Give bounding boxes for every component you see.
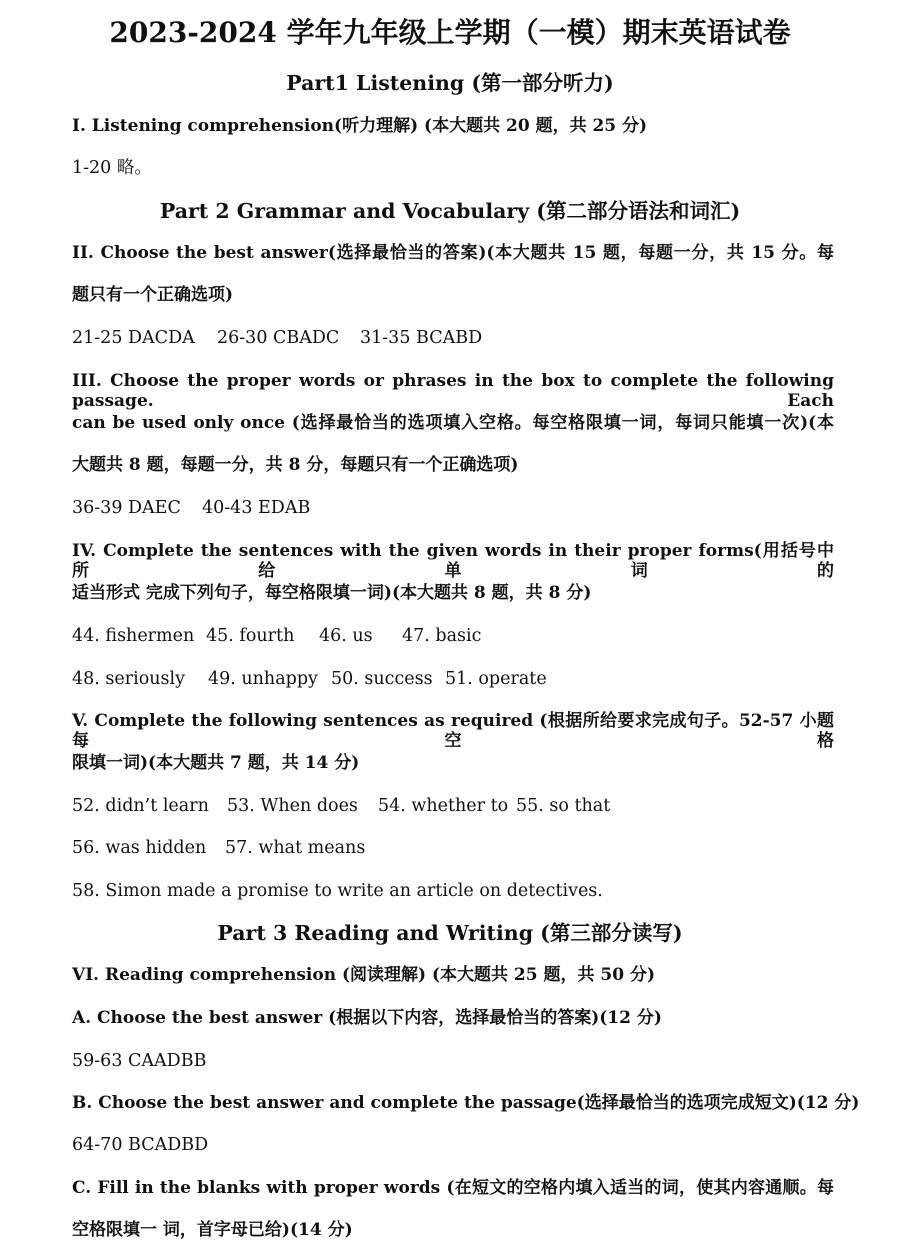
answer-group: 31-35 BCABD — [360, 328, 483, 348]
subsection-a-answers: 59-63 CAADBB — [72, 1051, 207, 1071]
answer-item: 44. fishermen — [72, 626, 195, 646]
subsection-c-heading-line2: 空格限填一 词，首字母已给)(14 分) — [72, 1220, 353, 1240]
section6-heading: VI. Reading comprehension (阅读理解) (本大题共 25 题，共 50 分) — [72, 965, 656, 985]
answer-item: 47. basic — [402, 626, 482, 646]
answer-item: 57. what means — [225, 838, 366, 858]
subsection-c-heading-line1: C. Fill in the blanks with proper words (在短文的空格内填入适当的词，使其内容通顺。每 — [72, 1178, 834, 1198]
section2-heading-line1: II. Choose the best answer(选择最恰当的答案)(本大题共 15 题，每题一分，共 15 分。每 — [72, 243, 834, 263]
section3-heading-line1: III. Choose the proper words or phrases in the box to complete the following passage. Each — [72, 371, 834, 412]
part2-heading: Part 2 Grammar and Vocabulary (第二部分语法和词汇) — [159, 199, 741, 223]
answer-group: 40-43 EDAB — [202, 498, 311, 518]
subsection-a-heading: A. Choose the best answer (根据以下内容，选择最恰当的答案)(12 分) — [72, 1008, 662, 1028]
subsection-b-answers: 64-70 BCADBD — [72, 1135, 209, 1155]
answer-group: 36-39 DAEC — [72, 498, 181, 518]
section5-heading-line2: 限填一词)(本大题共 7 题，共 14 分) — [72, 753, 360, 773]
answer-group: 26-30 CBADC — [217, 328, 340, 348]
section4-heading-line2: 适当形式 完成下列句子，每空格限填一词)(本大题共 8 题，共 8 分) — [72, 583, 592, 603]
document-title: 2023-2024 学年九年级上学期（一模）期末英语试卷 — [109, 16, 791, 49]
section2-heading-line2: 题只有一个正确选项) — [72, 285, 234, 305]
answer-item: 45. fourth — [206, 626, 295, 646]
section1-note: 1-20 略。 — [72, 158, 152, 178]
section3-heading-line3: 大题共 8 题，每题一分，共 8 分，每题只有一个正确选项) — [72, 455, 519, 475]
answer-item: 50. success — [331, 669, 433, 689]
answer-item: 46. us — [319, 626, 373, 646]
section5-heading-line1: V. Complete the following sentences as required (根据所给要求完成句子。52-57 小题每空格 — [72, 711, 834, 752]
subsection-b-heading: B. Choose the best answer and complete the passage(选择最恰当的选项完成短文)(12 分) — [72, 1093, 860, 1113]
answer-item: 56. was hidden — [72, 838, 207, 858]
answer-item: 48. seriously — [72, 669, 185, 689]
answer-item: 51. operate — [445, 669, 547, 689]
section3-heading-line2: can be used only once (选择最恰当的选项填入空格。每空格限填一词，每词只能填一次)(本 — [72, 413, 834, 433]
answer-group: 21-25 DACDA — [72, 328, 195, 348]
answer-item: 53. When does — [227, 796, 358, 816]
answer-58: 58. Simon made a promise to write an article on detectives. — [72, 881, 603, 901]
answer-item: 55. so that — [516, 796, 611, 816]
answer-item: 54. whether to — [378, 796, 509, 816]
section4-heading-line1: IV. Complete the sentences with the given words in their proper forms(用括号中所给单词的 — [72, 541, 834, 582]
part3-heading: Part 3 Reading and Writing (第三部分读写) — [217, 921, 683, 945]
answer-item: 49. unhappy — [208, 669, 318, 689]
part1-heading: Part1 Listening (第一部分听力) — [286, 71, 614, 95]
answer-item: 52. didn’t learn — [72, 796, 209, 816]
section1-heading: I. Listening comprehension(听力理解) (本大题共 20 题，共 25 分) — [72, 116, 648, 136]
